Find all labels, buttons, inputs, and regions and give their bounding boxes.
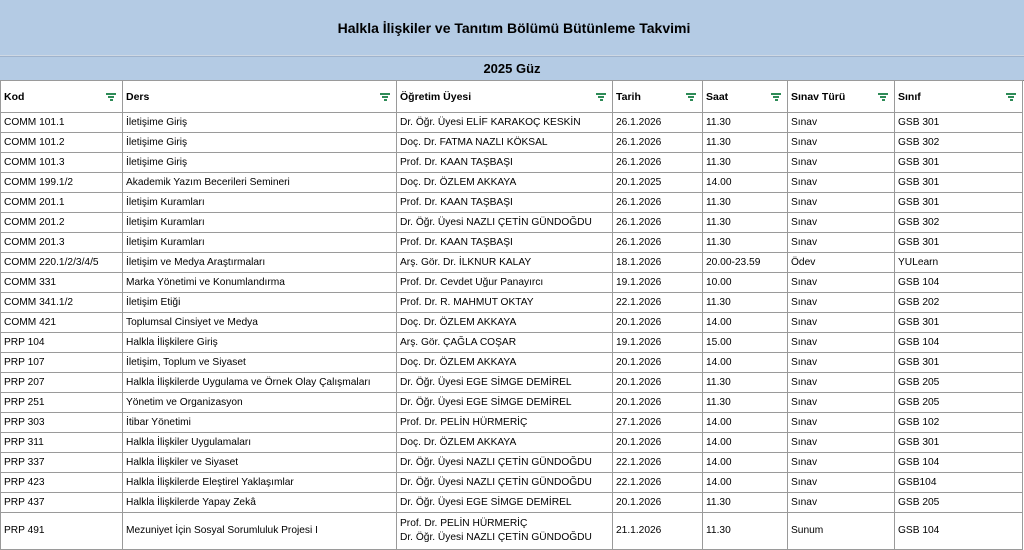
column-header-label: Ders xyxy=(126,90,150,103)
cell-exam-type[interactable]: Sınav xyxy=(788,133,895,153)
cell-exam-type[interactable]: Sınav xyxy=(788,413,895,433)
cell-exam-type[interactable]: Sunum xyxy=(788,513,895,550)
cell-room[interactable]: GSB 205 xyxy=(895,493,1023,513)
cell-exam-type[interactable]: Sınav xyxy=(788,153,895,173)
cell-date[interactable]: 26.1.2026 xyxy=(613,153,703,173)
column-header-instructor[interactable] xyxy=(397,81,613,113)
cell-date[interactable]: 26.1.2026 xyxy=(613,193,703,213)
cell-course[interactable]: Halkla İlişkilerde Yapay Zekâ xyxy=(123,493,397,513)
cell-code[interactable]: COMM 101.2 xyxy=(1,133,123,153)
cell-instructor[interactable]: Prof. Dr. KAAN TAŞBAŞI xyxy=(397,153,613,173)
cell-date[interactable]: 20.1.2026 xyxy=(613,433,703,453)
cell-room[interactable]: GSB 104 xyxy=(895,273,1023,293)
cell-course[interactable]: Toplumsal Cinsiyet ve Medya xyxy=(123,313,397,333)
cell-code[interactable]: PRP 207 xyxy=(1,373,123,393)
table-row xyxy=(1,473,1023,493)
table-row xyxy=(1,493,1023,513)
cell-course[interactable]: Marka Yönetimi ve Konumlandırma xyxy=(123,273,397,293)
cell-instructor[interactable]: Arş. Gör. Dr. İLKNUR KALAY xyxy=(397,253,613,273)
cell-room[interactable]: GSB 301 xyxy=(895,153,1023,173)
column-header-room[interactable] xyxy=(895,81,1023,113)
table-row xyxy=(1,293,1023,313)
cell-exam-type[interactable]: Sınav xyxy=(788,393,895,413)
cell-course[interactable]: İletişim Kuramları xyxy=(123,193,397,213)
cell-course[interactable]: İletişim Etiği xyxy=(123,293,397,313)
cell-instructor[interactable]: Prof. Dr. KAAN TAŞBAŞI xyxy=(397,193,613,213)
cell-exam-type[interactable]: Sınav xyxy=(788,293,895,313)
cell-time[interactable]: 11.30 xyxy=(703,393,788,413)
column-header-label: Sınav Türü xyxy=(791,90,846,103)
filter-icon[interactable] xyxy=(1006,93,1016,101)
cell-instructor[interactable]: Prof. Dr. R. MAHMUT OKTAY xyxy=(397,293,613,313)
cell-course[interactable]: Halkla İlişkilere Giriş xyxy=(123,333,397,353)
cell-time[interactable]: 11.30 xyxy=(703,513,788,550)
cell-time[interactable]: 14.00 xyxy=(703,173,788,193)
column-header-code[interactable] xyxy=(1,81,123,113)
cell-instructor[interactable]: Doç. Dr. ÖZLEM AKKAYA xyxy=(397,173,613,193)
cell-exam-type[interactable]: Sınav xyxy=(788,433,895,453)
cell-code[interactable]: COMM 101.3 xyxy=(1,153,123,173)
cell-date[interactable]: 26.1.2026 xyxy=(613,233,703,253)
cell-room[interactable]: GSB 301 xyxy=(895,173,1023,193)
cell-time[interactable]: 11.30 xyxy=(703,213,788,233)
filter-icon[interactable] xyxy=(878,93,888,101)
cell-course[interactable]: Halkla İlişkiler ve Siyaset xyxy=(123,453,397,473)
cell-time[interactable]: 11.30 xyxy=(703,373,788,393)
cell-course[interactable]: Halkla İlişkilerde Eleştirel Yaklaşımlar xyxy=(123,473,397,493)
cell-course[interactable]: Halkla İlişkilerde Uygulama ve Örnek Olay Çalışmaları xyxy=(123,373,397,393)
column-header-label: Tarih xyxy=(616,90,641,103)
cell-room[interactable]: GSB 104 xyxy=(895,333,1023,353)
cell-time[interactable]: 14.00 xyxy=(703,353,788,373)
cell-time[interactable]: 14.00 xyxy=(703,433,788,453)
filter-icon[interactable] xyxy=(106,93,116,101)
cell-date[interactable]: 26.1.2026 xyxy=(613,213,703,233)
cell-room[interactable]: GSB104 xyxy=(895,473,1023,493)
cell-course[interactable]: Akademik Yazım Becerileri Semineri xyxy=(123,173,397,193)
table-row xyxy=(1,173,1023,193)
cell-exam-type[interactable]: Sınav xyxy=(788,493,895,513)
cell-date[interactable]: 22.1.2026 xyxy=(613,453,703,473)
cell-room[interactable]: GSB 301 xyxy=(895,313,1023,333)
header-row xyxy=(1,81,1023,113)
cell-date[interactable]: 22.1.2026 xyxy=(613,293,703,313)
cell-date[interactable]: 20.1.2025 xyxy=(613,173,703,193)
table-row xyxy=(1,193,1023,213)
cell-room[interactable]: YULearn xyxy=(895,253,1023,273)
cell-code[interactable]: COMM 101.1 xyxy=(1,113,123,133)
cell-room[interactable]: GSB 302 xyxy=(895,133,1023,153)
cell-date[interactable]: 22.1.2026 xyxy=(613,473,703,493)
cell-code[interactable]: COMM 331 xyxy=(1,273,123,293)
cell-instructor[interactable]: Doç. Dr. ÖZLEM AKKAYA xyxy=(397,313,613,333)
cell-date[interactable]: 20.1.2026 xyxy=(613,393,703,413)
cell-code[interactable]: PRP 251 xyxy=(1,393,123,413)
cell-exam-type[interactable]: Sınav xyxy=(788,353,895,373)
cell-date[interactable]: 21.1.2026 xyxy=(613,513,703,550)
cell-instructor[interactable]: Prof. Dr. PELİN HÜRMERİÇ xyxy=(397,413,613,433)
filter-icon[interactable] xyxy=(380,93,390,101)
cell-date[interactable]: 18.1.2026 xyxy=(613,253,703,273)
cell-instructor[interactable]: Arş. Gör. ÇAĞLA COŞAR xyxy=(397,333,613,353)
column-header-course[interactable] xyxy=(123,81,397,113)
cell-code[interactable]: PRP 107 xyxy=(1,353,123,373)
cell-course[interactable]: İletişim Kuramları xyxy=(123,213,397,233)
season-band xyxy=(0,56,1024,81)
cell-instructor[interactable]: Dr. Öğr. Üyesi EGE SİMGE DEMİREL xyxy=(397,493,613,513)
cell-exam-type[interactable]: Sınav xyxy=(788,233,895,253)
cell-course[interactable]: Mezuniyet İçin Sosyal Sorumluluk Projesi I xyxy=(123,513,397,550)
cell-code[interactable]: COMM 201.2 xyxy=(1,213,123,233)
cell-date[interactable]: 27.1.2026 xyxy=(613,413,703,433)
table-row xyxy=(1,213,1023,233)
cell-instructor[interactable]: Dr. Öğr. Üyesi EGE SİMGE DEMİREL xyxy=(397,373,613,393)
table-row xyxy=(1,233,1023,253)
cell-instructor[interactable]: Dr. Öğr. Üyesi EGE SİMGE DEMİREL xyxy=(397,393,613,413)
cell-time[interactable]: 11.30 xyxy=(703,153,788,173)
cell-code[interactable]: COMM 421 xyxy=(1,313,123,333)
cell-date[interactable]: 20.1.2026 xyxy=(613,353,703,373)
cell-exam-type[interactable]: Sınav xyxy=(788,173,895,193)
cell-time[interactable]: 15.00 xyxy=(703,333,788,353)
cell-time[interactable]: 14.00 xyxy=(703,473,788,493)
cell-time[interactable]: 14.00 xyxy=(703,313,788,333)
cell-course[interactable]: İletişime Giriş xyxy=(123,113,397,133)
cell-exam-type[interactable]: Sınav xyxy=(788,213,895,233)
cell-date[interactable]: 19.1.2026 xyxy=(613,333,703,353)
cell-exam-type[interactable]: Sınav xyxy=(788,333,895,353)
cell-exam-type[interactable]: Sınav xyxy=(788,453,895,473)
filter-icon[interactable] xyxy=(596,93,606,101)
filter-icon[interactable] xyxy=(771,93,781,101)
cell-instructor[interactable]: Prof. Dr. Cevdet Uğur Panayırcı xyxy=(397,273,613,293)
cell-time[interactable]: 11.30 xyxy=(703,293,788,313)
cell-code[interactable]: COMM 201.3 xyxy=(1,233,123,253)
table-row xyxy=(1,413,1023,433)
cell-room[interactable]: GSB 202 xyxy=(895,293,1023,313)
cell-code[interactable]: PRP 491 xyxy=(1,513,123,550)
cell-code[interactable]: COMM 201.1 xyxy=(1,193,123,213)
table-row xyxy=(1,333,1023,353)
cell-time[interactable]: 20.00-23.59 xyxy=(703,253,788,273)
cell-date[interactable]: 20.1.2026 xyxy=(613,373,703,393)
cell-room[interactable]: GSB 302 xyxy=(895,213,1023,233)
column-header-label: Öğretim Üyesi xyxy=(400,90,472,103)
table-row xyxy=(1,513,1023,550)
cell-course[interactable]: Yönetim ve Organizasyon xyxy=(123,393,397,413)
cell-time[interactable]: 14.00 xyxy=(703,453,788,473)
schedule-table xyxy=(0,80,1023,550)
cell-time[interactable]: 11.30 xyxy=(703,113,788,133)
cell-instructor[interactable]: Doç. Dr. ÖZLEM AKKAYA xyxy=(397,433,613,453)
cell-date[interactable]: 26.1.2026 xyxy=(613,113,703,133)
table-row xyxy=(1,113,1023,133)
cell-exam-type[interactable]: Ödev xyxy=(788,253,895,273)
cell-code[interactable]: PRP 423 xyxy=(1,473,123,493)
cell-course[interactable]: İletişime Giriş xyxy=(123,153,397,173)
cell-exam-type[interactable]: Sınav xyxy=(788,113,895,133)
table-row xyxy=(1,153,1023,173)
cell-course[interactable]: İletişim Kuramları xyxy=(123,233,397,253)
page-title: Halkla İlişkiler ve Tanıtım Bölümü Bütünleme Takvimi xyxy=(337,19,691,36)
cell-room[interactable]: GSB 102 xyxy=(895,413,1023,433)
cell-date[interactable]: 26.1.2026 xyxy=(613,133,703,153)
cell-exam-type[interactable]: Sınav xyxy=(788,473,895,493)
cell-time[interactable]: 10.00 xyxy=(703,273,788,293)
cell-room[interactable]: GSB 301 xyxy=(895,233,1023,253)
cell-course[interactable]: İletişim, Toplum ve Siyaset xyxy=(123,353,397,373)
column-header-label: Kod xyxy=(4,90,25,103)
cell-room[interactable]: GSB 301 xyxy=(895,433,1023,453)
cell-instructor[interactable]: Prof. Dr. PELİN HÜRMERİÇ Dr. Öğr. Üyesi NAZLI ÇETİN GÜNDOĞDU xyxy=(397,513,613,550)
cell-instructor[interactable]: Doç. Dr. FATMA NAZLI KÖKSAL xyxy=(397,133,613,153)
cell-room[interactable]: GSB 104 xyxy=(895,513,1023,550)
cell-course[interactable]: İletişim ve Medya Araştırmaları xyxy=(123,253,397,273)
season-label: 2025 Güz xyxy=(483,61,541,76)
cell-exam-type[interactable]: Sınav xyxy=(788,373,895,393)
cell-exam-type[interactable]: Sınav xyxy=(788,193,895,213)
cell-code[interactable]: PRP 437 xyxy=(1,493,123,513)
table-row xyxy=(1,313,1023,333)
cell-instructor[interactable]: Dr. Öğr. Üyesi NAZLI ÇETİN GÜNDOĞDU xyxy=(397,213,613,233)
table-row xyxy=(1,273,1023,293)
cell-code[interactable]: COMM 220.1/2/3/4/5 xyxy=(1,253,123,273)
cell-code[interactable]: PRP 337 xyxy=(1,453,123,473)
column-header-label: Sınıf xyxy=(898,90,921,103)
cell-room[interactable]: GSB 104 xyxy=(895,453,1023,473)
cell-room[interactable]: GSB 301 xyxy=(895,193,1023,213)
cell-time[interactable]: 11.30 xyxy=(703,233,788,253)
cell-course[interactable]: İletişime Giriş xyxy=(123,133,397,153)
cell-code[interactable]: COMM 341.1/2 xyxy=(1,293,123,313)
table-row xyxy=(1,253,1023,273)
column-header-exam-type[interactable] xyxy=(788,81,895,113)
column-header-label: Saat xyxy=(706,90,729,103)
cell-exam-type[interactable]: Sınav xyxy=(788,273,895,293)
cell-course[interactable]: Halkla İlişkiler Uygulamaları xyxy=(123,433,397,453)
cell-date[interactable]: 19.1.2026 xyxy=(613,273,703,293)
cell-room[interactable]: GSB 205 xyxy=(895,393,1023,413)
table-row xyxy=(1,133,1023,153)
cell-code[interactable]: PRP 303 xyxy=(1,413,123,433)
title-band xyxy=(0,0,1024,56)
table-row xyxy=(1,453,1023,473)
cell-course[interactable]: İtibar Yönetimi xyxy=(123,413,397,433)
table-row xyxy=(1,433,1023,453)
table-row xyxy=(1,393,1023,413)
cell-room[interactable]: GSB 301 xyxy=(895,113,1023,133)
cell-room[interactable]: GSB 205 xyxy=(895,373,1023,393)
cell-room[interactable]: GSB 301 xyxy=(895,353,1023,373)
cell-instructor[interactable]: Dr. Öğr. Üyesi NAZLI ÇETİN GÜNDOĞDU xyxy=(397,453,613,473)
cell-instructor[interactable]: Dr. Öğr. Üyesi NAZLI ÇETİN GÜNDOĞDU xyxy=(397,473,613,493)
cell-time[interactable]: 11.30 xyxy=(703,133,788,153)
cell-time[interactable]: 14.00 xyxy=(703,413,788,433)
cell-time[interactable]: 11.30 xyxy=(703,493,788,513)
cell-time[interactable]: 11.30 xyxy=(703,193,788,213)
filter-icon[interactable] xyxy=(686,93,696,101)
cell-code[interactable]: PRP 104 xyxy=(1,333,123,353)
column-header-date[interactable] xyxy=(613,81,703,113)
cell-instructor[interactable]: Dr. Öğr. Üyesi ELİF KARAKOÇ KESKİN xyxy=(397,113,613,133)
cell-code[interactable]: PRP 311 xyxy=(1,433,123,453)
cell-instructor[interactable]: Prof. Dr. KAAN TAŞBAŞI xyxy=(397,233,613,253)
cell-code[interactable]: COMM 199.1/2 xyxy=(1,173,123,193)
column-header-time[interactable] xyxy=(703,81,788,113)
table-row xyxy=(1,353,1023,373)
cell-date[interactable]: 20.1.2026 xyxy=(613,493,703,513)
cell-date[interactable]: 20.1.2026 xyxy=(613,313,703,333)
cell-exam-type[interactable]: Sınav xyxy=(788,313,895,333)
table-row xyxy=(1,373,1023,393)
table-body xyxy=(1,113,1023,550)
cell-instructor[interactable]: Doç. Dr. ÖZLEM AKKAYA xyxy=(397,353,613,373)
